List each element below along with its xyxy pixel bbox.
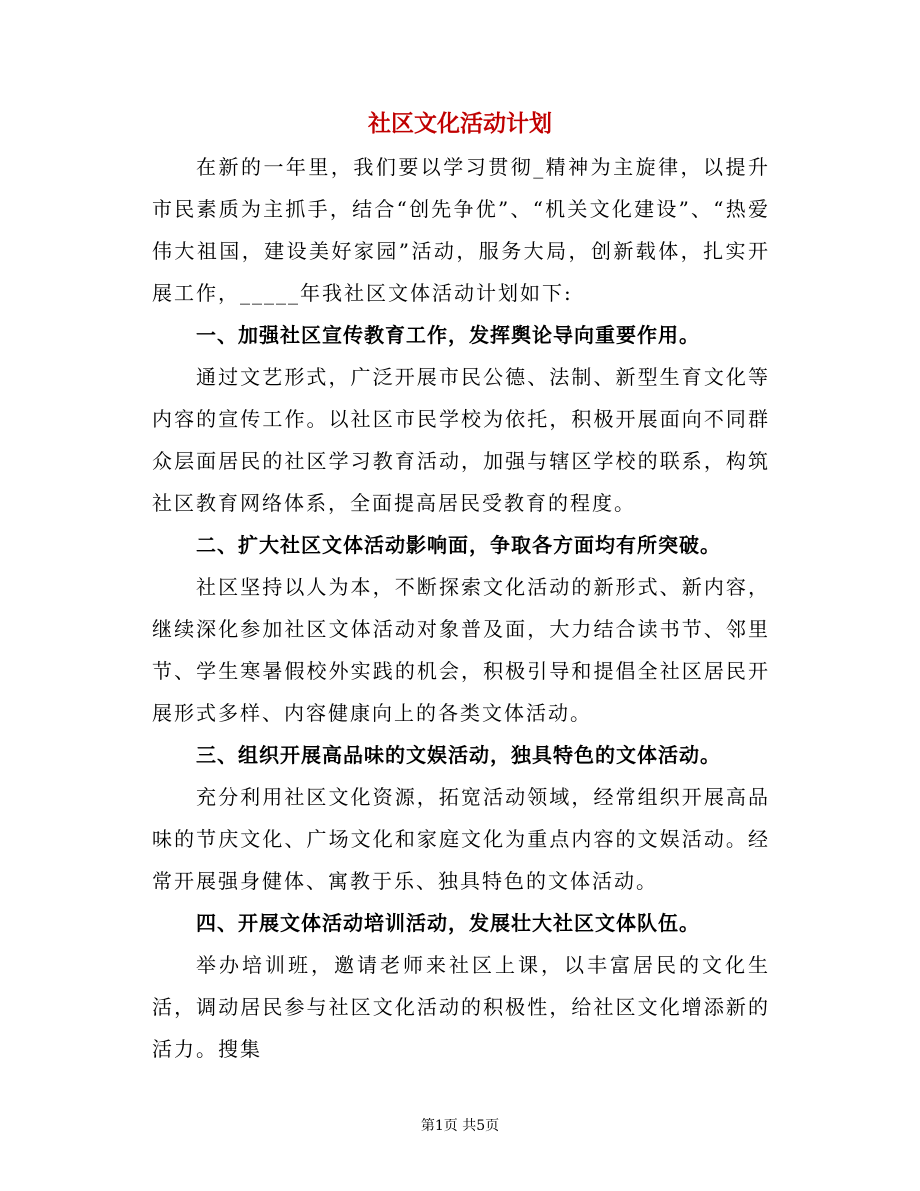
section-paragraph-1: 通过文艺形式，广泛开展市民公德、法制、新型生育文化等内容的宣传工作。以社区市民学校为依托，积极开展面向不同群众层面居民的社区学习教育活动，加强与辖区学校的联系，构筑社区教育网络体系，全面提高居民受教育的程度。 — [152, 365, 770, 515]
section-heading-4: 四、开展文体活动培训活动，发展壮大社区文体队伍。 — [196, 911, 700, 935]
intro-paragraph: 在新的一年里，我们要以学习贯彻_精神为主旋律，以提升市民素质为主抓手，结合“创先争优”、“机关文化建设”、“热爱伟大祖国，建设美好家园”活动，服务大局，创新载体，扎实开展工作，_____年我社区文体活动计划如下: — [152, 155, 770, 305]
section-heading-3: 三、组织开展高品味的文娱活动，独具特色的文体活动。 — [196, 743, 721, 767]
section-paragraph-4: 举办培训班，邀请老师来社区上课，以丰富居民的文化生活，调动居民参与社区文化活动的积极性，给社区文化增添新的活力。搜集 — [152, 953, 770, 1061]
page-indicator: 第1页 共5页 — [420, 1118, 500, 1134]
section-paragraph-2: 社区坚持以人为本，不断探索文化活动的新形式、新内容，继续深化参加社区文体活动对象普及面，大力结合读书节、邻里节、学生寒暑假校外实践的机会，积极引导和提倡全社区居民开展形式多样、内容健康向上的各类文体活动。 — [152, 575, 770, 725]
section-paragraph-3: 充分利用社区文化资源，拓宽活动领域，经常组织开展高品味的节庆文化、广场文化和家庭文化为重点内容的文娱活动。经常开展强身健体、寓教于乐、独具特色的文体活动。 — [152, 785, 770, 893]
section-heading-1: 一、加强社区宣传教育工作，发挥舆论导向重要作用。 — [196, 323, 700, 347]
page-title: 社区文化活动计划 — [368, 110, 552, 137]
document-body — [152, 146, 770, 1070]
section-heading-2: 二、扩大社区文体活动影响面，争取各方面均有所突破。 — [196, 533, 721, 557]
